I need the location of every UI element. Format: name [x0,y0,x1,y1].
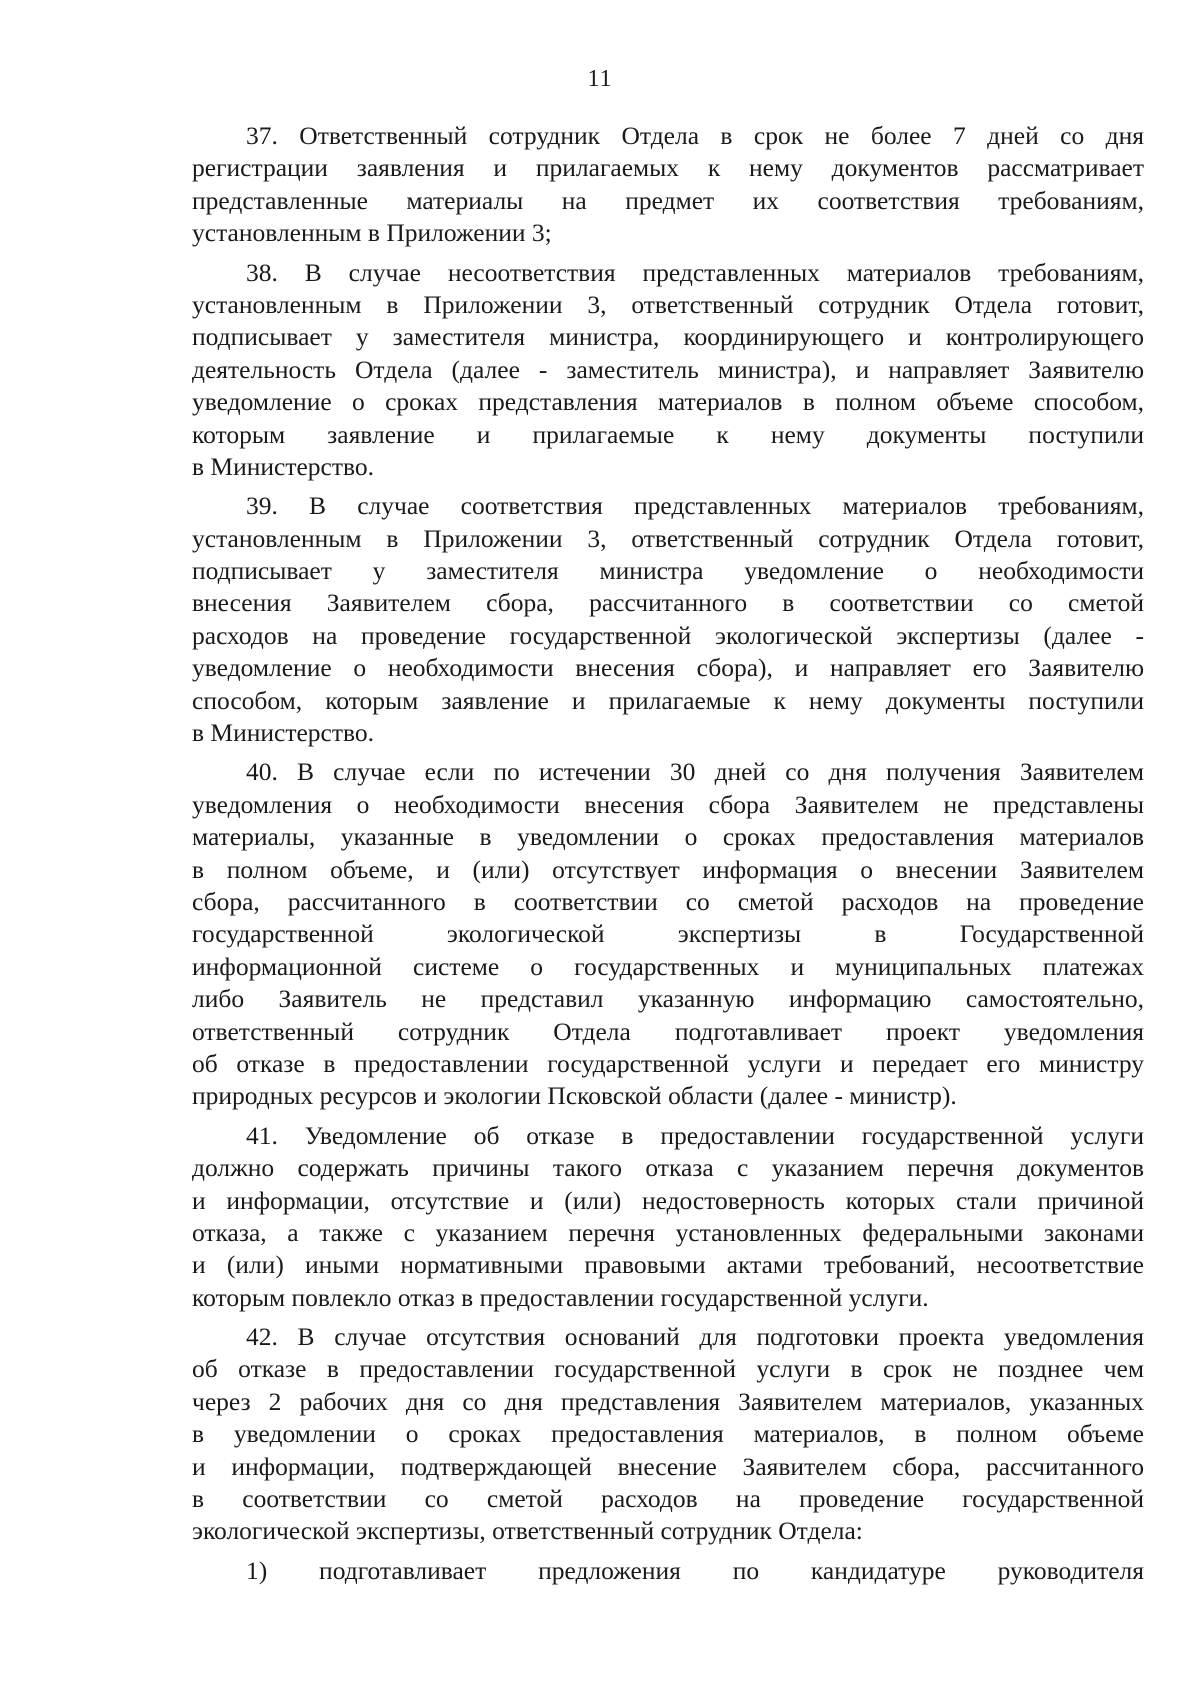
text-line: установленным в Приложении 3, ответственный сотрудник Отдела готовит, [192,289,1144,319]
text-line: в Министерство. [192,451,375,481]
text-line: материалы, указанные в уведомлении о сроках предоставления материалов [192,822,1144,852]
text-line: природных ресурсов и экологии Псковской области (далее - министр). [192,1081,957,1111]
text-line: регистрации заявления и прилагаемых к нему документов рассматривает [192,153,1144,183]
text-line: уведомление о сроках представления материалов в полном объеме способом, [192,387,1144,417]
text-line: в уведомлении о сроках предоставления материалов, в полном объеме [192,1419,1144,1449]
text-line: экологической экспертизы, ответственный сотрудник Отдела: [192,1516,863,1546]
document-body [192,120,1144,1594]
text-line: 1) подготавливает предложения по кандидатуре руководителя [246,1555,1144,1585]
text-line: 42. В случае отсутствия оснований для подготовки проекта уведомления [246,1322,1144,1352]
text-line: отказа, а также с указанием перечня установленных федеральными законами [192,1217,1144,1247]
paragraph-42-1 [192,1555,1144,1587]
text-line: 41. Уведомление об отказе в предоставлении государственной услуги [246,1120,1144,1150]
text-line: государственной экологической экспертизы в Государственной [192,919,1144,949]
text-line: в Министерство. [192,718,375,748]
text-line: через 2 рабочих дня со дня представления Заявителем материалов, указанных [192,1386,1144,1416]
text-line: сбора, рассчитанного в соответствии со сметой расходов на проведение [192,886,1144,916]
text-line: об отказе в предоставлении государственной услуги в срок не позднее чем [192,1354,1144,1384]
text-line: и информации, подтверждающей внесение Заявителем сбора, рассчитанного [192,1451,1144,1481]
text-line: в соответствии со сметой расходов на проведение государственной [192,1484,1144,1514]
text-line: 38. В случае несоответствия представленных материалов требованиям, [246,257,1144,287]
text-line: об отказе в предоставлении государственной услуги и передает его министру [192,1048,1144,1078]
text-line: 37. Ответственный сотрудник Отдела в срок не более 7 дней со дня [246,121,1144,150]
text-line: и информации, отсутствие и (или) недостоверность которых стали причиной [192,1185,1144,1215]
text-line: подписывает у заместителя министра, координирующего и контролирующего [192,322,1144,352]
text-line: 39. В случае соответствия представленных материалов требованиям, [246,491,1144,521]
text-line: подписывает у заместителя министра уведомление о необходимости [192,556,1144,586]
text-line: в полном объеме, и (или) отсутствует информация о внесении Заявителем [192,854,1144,884]
page-number: 11 [587,66,613,92]
paragraph-39 [192,490,1144,749]
text-line: уведомления о необходимости внесения сбора Заявителем не представлены [192,789,1144,819]
text-line: ответственный сотрудник Отдела подготавливает проект уведомления [192,1016,1144,1046]
text-line: установленным в Приложении 3; [192,218,552,248]
text-line: деятельность Отдела (далее - заместитель министра), и направляет Заявителю [192,354,1144,384]
text-line: должно содержать причины такого отказа с указанием перечня документов [192,1153,1144,1183]
text-line: либо Заявитель не представил указанную информацию самостоятельно, [192,984,1144,1014]
text-line: информационной системе о государственных и муниципальных платежах [192,951,1144,981]
text-line: которым заявление и прилагаемые к нему документы поступили [192,419,1144,449]
paragraph-40 [192,756,1144,1112]
text-line: внесения Заявителем сбора, рассчитанного в соответствии со сметой [192,588,1144,618]
text-line: способом, которым заявление и прилагаемые к нему документы поступили [192,685,1144,715]
text-line: представленные материалы на предмет их соответствия требованиям, [192,185,1144,215]
paragraph-38 [192,257,1144,484]
text-line: которым повлекло отказ в предоставлении государственной услуги. [192,1282,929,1312]
text-line: 40. В случае если по истечении 30 дней со дня получения Заявителем [246,757,1144,787]
text-line: установленным в Приложении 3, ответственный сотрудник Отдела готовит, [192,523,1144,553]
text-line: уведомление о необходимости внесения сбора), и направляет его Заявителю [192,653,1144,683]
text-line: расходов на проведение государственной экологической экспертизы (далее - [192,620,1144,650]
paragraph-37 [192,120,1144,250]
paragraph-42 [192,1321,1144,1548]
paragraph-41 [192,1120,1144,1314]
text-line: и (или) иными нормативными правовыми актами требований, несоответствие [192,1250,1144,1280]
